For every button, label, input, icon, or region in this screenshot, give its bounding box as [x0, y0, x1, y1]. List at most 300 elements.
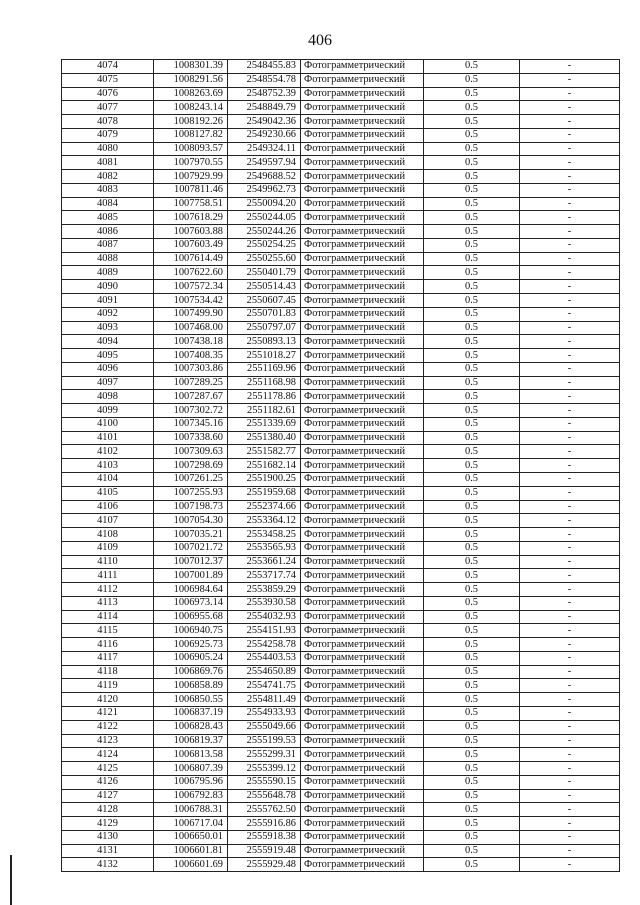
x-coordinate-cell: 1007534.42	[154, 294, 228, 308]
y-coordinate-cell: 2555648.78	[228, 789, 301, 803]
method-cell: Фотограмметрический	[301, 803, 424, 817]
x-coordinate-cell: 1007261.25	[154, 472, 228, 486]
y-coordinate-cell: 2555762.50	[228, 803, 301, 817]
table-row	[62, 321, 620, 335]
y-coordinate-cell: 2549042.36	[228, 115, 301, 129]
table-row	[62, 335, 620, 349]
method-cell: Фотограмметрический	[301, 679, 424, 693]
accuracy-cell: 0.5	[424, 294, 520, 308]
x-coordinate-cell: 1007929.99	[154, 170, 228, 184]
x-coordinate-cell: 1008127.82	[154, 128, 228, 142]
point-number-cell: 4111	[62, 569, 154, 583]
y-coordinate-cell: 2555299.31	[228, 748, 301, 762]
y-coordinate-cell: 2550094.20	[228, 197, 301, 211]
point-number-cell: 4102	[62, 445, 154, 459]
x-coordinate-cell: 1007603.88	[154, 225, 228, 239]
method-cell: Фотограмметрический	[301, 60, 424, 74]
table-row	[62, 238, 620, 252]
note-cell: -	[520, 115, 620, 129]
y-coordinate-cell: 2553364.12	[228, 514, 301, 528]
table-row	[62, 775, 620, 789]
accuracy-cell: 0.5	[424, 87, 520, 101]
point-number-cell: 4119	[62, 679, 154, 693]
x-coordinate-cell: 1006905.24	[154, 651, 228, 665]
x-coordinate-cell: 1007758.51	[154, 197, 228, 211]
y-coordinate-cell: 2548554.78	[228, 73, 301, 87]
method-cell: Фотограмметрический	[301, 844, 424, 858]
note-cell: -	[520, 651, 620, 665]
x-coordinate-cell: 1007603.49	[154, 238, 228, 252]
note-cell: -	[520, 459, 620, 473]
table-row	[62, 665, 620, 679]
x-coordinate-cell: 1007054.30	[154, 514, 228, 528]
x-coordinate-cell: 1007622.60	[154, 266, 228, 280]
accuracy-cell: 0.5	[424, 280, 520, 294]
note-cell: -	[520, 87, 620, 101]
y-coordinate-cell: 2549230.66	[228, 128, 301, 142]
x-coordinate-cell: 1008263.69	[154, 87, 228, 101]
margin-line	[10, 855, 12, 905]
x-coordinate-cell: 1007618.29	[154, 211, 228, 225]
x-coordinate-cell: 1008243.14	[154, 101, 228, 115]
x-coordinate-cell: 1007012.37	[154, 555, 228, 569]
point-number-cell: 4116	[62, 638, 154, 652]
method-cell: Фотограмметрический	[301, 762, 424, 776]
x-coordinate-cell: 1007289.25	[154, 376, 228, 390]
note-cell: -	[520, 472, 620, 486]
accuracy-cell: 0.5	[424, 555, 520, 569]
note-cell: -	[520, 693, 620, 707]
y-coordinate-cell: 2550607.45	[228, 294, 301, 308]
method-cell: Фотограмметрический	[301, 101, 424, 115]
table-row	[62, 376, 620, 390]
accuracy-cell: 0.5	[424, 610, 520, 624]
y-coordinate-cell: 2550244.26	[228, 225, 301, 239]
note-cell: -	[520, 335, 620, 349]
note-cell: -	[520, 720, 620, 734]
y-coordinate-cell: 2548455.83	[228, 60, 301, 74]
x-coordinate-cell: 1006925.73	[154, 638, 228, 652]
point-number-cell: 4075	[62, 73, 154, 87]
point-number-cell: 4128	[62, 803, 154, 817]
point-number-cell: 4099	[62, 404, 154, 418]
note-cell: -	[520, 775, 620, 789]
method-cell: Фотограмметрический	[301, 555, 424, 569]
method-cell: Фотограмметрический	[301, 390, 424, 404]
method-cell: Фотограмметрический	[301, 431, 424, 445]
table-row	[62, 362, 620, 376]
table-body	[62, 60, 620, 872]
y-coordinate-cell: 2551018.27	[228, 349, 301, 363]
table-row	[62, 803, 620, 817]
accuracy-cell: 0.5	[424, 472, 520, 486]
accuracy-cell: 0.5	[424, 817, 520, 831]
note-cell: -	[520, 211, 620, 225]
y-coordinate-cell: 2551168.98	[228, 376, 301, 390]
accuracy-cell: 0.5	[424, 60, 520, 74]
accuracy-cell: 0.5	[424, 170, 520, 184]
method-cell: Фотограмметрический	[301, 486, 424, 500]
accuracy-cell: 0.5	[424, 431, 520, 445]
note-cell: -	[520, 596, 620, 610]
table-row	[62, 610, 620, 624]
y-coordinate-cell: 2551900.25	[228, 472, 301, 486]
x-coordinate-cell: 1006819.37	[154, 734, 228, 748]
x-coordinate-cell: 1007298.69	[154, 459, 228, 473]
point-number-cell: 4081	[62, 156, 154, 170]
point-number-cell: 4131	[62, 844, 154, 858]
method-cell: Фотограмметрический	[301, 197, 424, 211]
table-row	[62, 638, 620, 652]
point-number-cell: 4080	[62, 142, 154, 156]
method-cell: Фотограмметрический	[301, 638, 424, 652]
y-coordinate-cell: 2550701.83	[228, 307, 301, 321]
note-cell: -	[520, 349, 620, 363]
note-cell: -	[520, 321, 620, 335]
accuracy-cell: 0.5	[424, 362, 520, 376]
table-row	[62, 115, 620, 129]
accuracy-cell: 0.5	[424, 211, 520, 225]
table-row	[62, 197, 620, 211]
method-cell: Фотограмметрический	[301, 748, 424, 762]
y-coordinate-cell: 2553458.25	[228, 528, 301, 542]
point-number-cell: 4078	[62, 115, 154, 129]
table-row	[62, 87, 620, 101]
note-cell: -	[520, 390, 620, 404]
method-cell: Фотограмметрический	[301, 128, 424, 142]
note-cell: -	[520, 156, 620, 170]
note-cell: -	[520, 844, 620, 858]
y-coordinate-cell: 2548849.79	[228, 101, 301, 115]
accuracy-cell: 0.5	[424, 486, 520, 500]
table-row	[62, 596, 620, 610]
accuracy-cell: 0.5	[424, 844, 520, 858]
accuracy-cell: 0.5	[424, 321, 520, 335]
accuracy-cell: 0.5	[424, 858, 520, 872]
y-coordinate-cell: 2554151.93	[228, 624, 301, 638]
note-cell: -	[520, 706, 620, 720]
note-cell: -	[520, 431, 620, 445]
accuracy-cell: 0.5	[424, 775, 520, 789]
coordinates-table	[61, 59, 620, 872]
note-cell: -	[520, 294, 620, 308]
accuracy-cell: 0.5	[424, 115, 520, 129]
x-coordinate-cell: 1006813.58	[154, 748, 228, 762]
y-coordinate-cell: 2553661.24	[228, 555, 301, 569]
y-coordinate-cell: 2554741.75	[228, 679, 301, 693]
method-cell: Фотограмметрический	[301, 307, 424, 321]
note-cell: -	[520, 142, 620, 156]
x-coordinate-cell: 1006850.55	[154, 693, 228, 707]
x-coordinate-cell: 1007345.16	[154, 417, 228, 431]
table-row	[62, 170, 620, 184]
method-cell: Фотограмметрический	[301, 321, 424, 335]
table-row	[62, 73, 620, 87]
y-coordinate-cell: 2555399.12	[228, 762, 301, 776]
accuracy-cell: 0.5	[424, 762, 520, 776]
y-coordinate-cell: 2550797.07	[228, 321, 301, 335]
point-number-cell: 4091	[62, 294, 154, 308]
method-cell: Фотограмметрический	[301, 294, 424, 308]
table-row	[62, 294, 620, 308]
note-cell: -	[520, 307, 620, 321]
method-cell: Фотограмметрический	[301, 789, 424, 803]
note-cell: -	[520, 858, 620, 872]
accuracy-cell: 0.5	[424, 183, 520, 197]
note-cell: -	[520, 679, 620, 693]
note-cell: -	[520, 170, 620, 184]
table-row	[62, 404, 620, 418]
point-number-cell: 4110	[62, 555, 154, 569]
x-coordinate-cell: 1007468.00	[154, 321, 228, 335]
accuracy-cell: 0.5	[424, 266, 520, 280]
note-cell: -	[520, 665, 620, 679]
point-number-cell: 4096	[62, 362, 154, 376]
point-number-cell: 4100	[62, 417, 154, 431]
table-row	[62, 156, 620, 170]
note-cell: -	[520, 500, 620, 514]
accuracy-cell: 0.5	[424, 624, 520, 638]
x-coordinate-cell: 1007035.21	[154, 528, 228, 542]
table-row	[62, 60, 620, 74]
method-cell: Фотограмметрический	[301, 183, 424, 197]
note-cell: -	[520, 128, 620, 142]
method-cell: Фотограмметрический	[301, 610, 424, 624]
method-cell: Фотограмметрический	[301, 624, 424, 638]
table-row	[62, 390, 620, 404]
note-cell: -	[520, 514, 620, 528]
note-cell: -	[520, 638, 620, 652]
table-row	[62, 624, 620, 638]
method-cell: Фотограмметрический	[301, 266, 424, 280]
x-coordinate-cell: 1007572.34	[154, 280, 228, 294]
table-row	[62, 858, 620, 872]
table-row	[62, 569, 620, 583]
point-number-cell: 4094	[62, 335, 154, 349]
table-row	[62, 762, 620, 776]
x-coordinate-cell: 1006601.69	[154, 858, 228, 872]
y-coordinate-cell: 2549688.52	[228, 170, 301, 184]
accuracy-cell: 0.5	[424, 830, 520, 844]
accuracy-cell: 0.5	[424, 101, 520, 115]
y-coordinate-cell: 2553859.29	[228, 583, 301, 597]
table-row	[62, 748, 620, 762]
accuracy-cell: 0.5	[424, 349, 520, 363]
y-coordinate-cell: 2555918.38	[228, 830, 301, 844]
note-cell: -	[520, 762, 620, 776]
table-row	[62, 472, 620, 486]
y-coordinate-cell: 2555049.66	[228, 720, 301, 734]
table-row	[62, 307, 620, 321]
y-coordinate-cell: 2553930.58	[228, 596, 301, 610]
x-coordinate-cell: 1006869.76	[154, 665, 228, 679]
accuracy-cell: 0.5	[424, 734, 520, 748]
table-row	[62, 734, 620, 748]
accuracy-cell: 0.5	[424, 238, 520, 252]
point-number-cell: 4086	[62, 225, 154, 239]
point-number-cell: 4090	[62, 280, 154, 294]
note-cell: -	[520, 830, 620, 844]
note-cell: -	[520, 486, 620, 500]
y-coordinate-cell: 2555199.53	[228, 734, 301, 748]
point-number-cell: 4077	[62, 101, 154, 115]
accuracy-cell: 0.5	[424, 445, 520, 459]
method-cell: Фотограмметрический	[301, 583, 424, 597]
note-cell: -	[520, 610, 620, 624]
accuracy-cell: 0.5	[424, 197, 520, 211]
table-row	[62, 651, 620, 665]
y-coordinate-cell: 2554933.93	[228, 706, 301, 720]
table-row	[62, 679, 620, 693]
x-coordinate-cell: 1006792.83	[154, 789, 228, 803]
table-row	[62, 252, 620, 266]
note-cell: -	[520, 555, 620, 569]
method-cell: Фотограмметрический	[301, 514, 424, 528]
table-row	[62, 445, 620, 459]
note-cell: -	[520, 583, 620, 597]
y-coordinate-cell: 2551178.86	[228, 390, 301, 404]
y-coordinate-cell: 2554032.93	[228, 610, 301, 624]
method-cell: Фотограмметрический	[301, 858, 424, 872]
x-coordinate-cell: 1006858.89	[154, 679, 228, 693]
point-number-cell: 4074	[62, 60, 154, 74]
accuracy-cell: 0.5	[424, 376, 520, 390]
point-number-cell: 4085	[62, 211, 154, 225]
note-cell: -	[520, 541, 620, 555]
note-cell: -	[520, 60, 620, 74]
x-coordinate-cell: 1008291.56	[154, 73, 228, 87]
accuracy-cell: 0.5	[424, 500, 520, 514]
table-row	[62, 280, 620, 294]
method-cell: Фотограмметрический	[301, 417, 424, 431]
y-coordinate-cell: 2551339.69	[228, 417, 301, 431]
accuracy-cell: 0.5	[424, 73, 520, 87]
note-cell: -	[520, 266, 620, 280]
y-coordinate-cell: 2550254.25	[228, 238, 301, 252]
accuracy-cell: 0.5	[424, 528, 520, 542]
page-number: 406	[308, 32, 332, 49]
y-coordinate-cell: 2552374.66	[228, 500, 301, 514]
point-number-cell: 4104	[62, 472, 154, 486]
y-coordinate-cell: 2555929.48	[228, 858, 301, 872]
y-coordinate-cell: 2550255.60	[228, 252, 301, 266]
point-number-cell: 4123	[62, 734, 154, 748]
x-coordinate-cell: 1006955.68	[154, 610, 228, 624]
method-cell: Фотограмметрический	[301, 252, 424, 266]
y-coordinate-cell: 2551182.61	[228, 404, 301, 418]
point-number-cell: 4112	[62, 583, 154, 597]
accuracy-cell: 0.5	[424, 404, 520, 418]
point-number-cell: 4082	[62, 170, 154, 184]
y-coordinate-cell: 2551169.96	[228, 362, 301, 376]
method-cell: Фотограмметрический	[301, 541, 424, 555]
method-cell: Фотограмметрический	[301, 459, 424, 473]
point-number-cell: 4129	[62, 817, 154, 831]
x-coordinate-cell: 1007198.73	[154, 500, 228, 514]
y-coordinate-cell: 2555919.48	[228, 844, 301, 858]
x-coordinate-cell: 1008301.39	[154, 60, 228, 74]
method-cell: Фотограмметрический	[301, 445, 424, 459]
point-number-cell: 4105	[62, 486, 154, 500]
accuracy-cell: 0.5	[424, 679, 520, 693]
method-cell: Фотограмметрический	[301, 775, 424, 789]
table-row	[62, 101, 620, 115]
point-number-cell: 4108	[62, 528, 154, 542]
method-cell: Фотограмметрический	[301, 142, 424, 156]
note-cell: -	[520, 362, 620, 376]
note-cell: -	[520, 101, 620, 115]
method-cell: Фотограмметрический	[301, 87, 424, 101]
method-cell: Фотограмметрический	[301, 472, 424, 486]
y-coordinate-cell: 2551682.14	[228, 459, 301, 473]
note-cell: -	[520, 528, 620, 542]
method-cell: Фотограмметрический	[301, 596, 424, 610]
accuracy-cell: 0.5	[424, 335, 520, 349]
point-number-cell: 4125	[62, 762, 154, 776]
point-number-cell: 4127	[62, 789, 154, 803]
note-cell: -	[520, 252, 620, 266]
x-coordinate-cell: 1007614.49	[154, 252, 228, 266]
point-number-cell: 4106	[62, 500, 154, 514]
accuracy-cell: 0.5	[424, 720, 520, 734]
x-coordinate-cell: 1007438.18	[154, 335, 228, 349]
y-coordinate-cell: 2550514.43	[228, 280, 301, 294]
x-coordinate-cell: 1006795.96	[154, 775, 228, 789]
point-number-cell: 4098	[62, 390, 154, 404]
x-coordinate-cell: 1007255.93	[154, 486, 228, 500]
table-row	[62, 844, 620, 858]
method-cell: Фотограмметрический	[301, 211, 424, 225]
note-cell: -	[520, 445, 620, 459]
accuracy-cell: 0.5	[424, 541, 520, 555]
point-number-cell: 4122	[62, 720, 154, 734]
point-number-cell: 4120	[62, 693, 154, 707]
note-cell: -	[520, 73, 620, 87]
method-cell: Фотограмметрический	[301, 376, 424, 390]
method-cell: Фотограмметрический	[301, 156, 424, 170]
note-cell: -	[520, 803, 620, 817]
point-number-cell: 4114	[62, 610, 154, 624]
accuracy-cell: 0.5	[424, 142, 520, 156]
accuracy-cell: 0.5	[424, 693, 520, 707]
method-cell: Фотограмметрический	[301, 569, 424, 583]
note-cell: -	[520, 569, 620, 583]
y-coordinate-cell: 2555590.15	[228, 775, 301, 789]
method-cell: Фотограмметрический	[301, 73, 424, 87]
note-cell: -	[520, 404, 620, 418]
method-cell: Фотограмметрический	[301, 528, 424, 542]
method-cell: Фотограмметрический	[301, 115, 424, 129]
point-number-cell: 4097	[62, 376, 154, 390]
note-cell: -	[520, 183, 620, 197]
table-row	[62, 431, 620, 445]
y-coordinate-cell: 2553717.74	[228, 569, 301, 583]
method-cell: Фотограмметрический	[301, 170, 424, 184]
accuracy-cell: 0.5	[424, 156, 520, 170]
accuracy-cell: 0.5	[424, 583, 520, 597]
note-cell: -	[520, 238, 620, 252]
x-coordinate-cell: 1007303.86	[154, 362, 228, 376]
method-cell: Фотограмметрический	[301, 665, 424, 679]
accuracy-cell: 0.5	[424, 307, 520, 321]
method-cell: Фотограмметрический	[301, 734, 424, 748]
x-coordinate-cell: 1006807.39	[154, 762, 228, 776]
method-cell: Фотограмметрический	[301, 500, 424, 514]
table-row	[62, 459, 620, 473]
table-row	[62, 555, 620, 569]
point-number-cell: 4124	[62, 748, 154, 762]
y-coordinate-cell: 2548752.39	[228, 87, 301, 101]
